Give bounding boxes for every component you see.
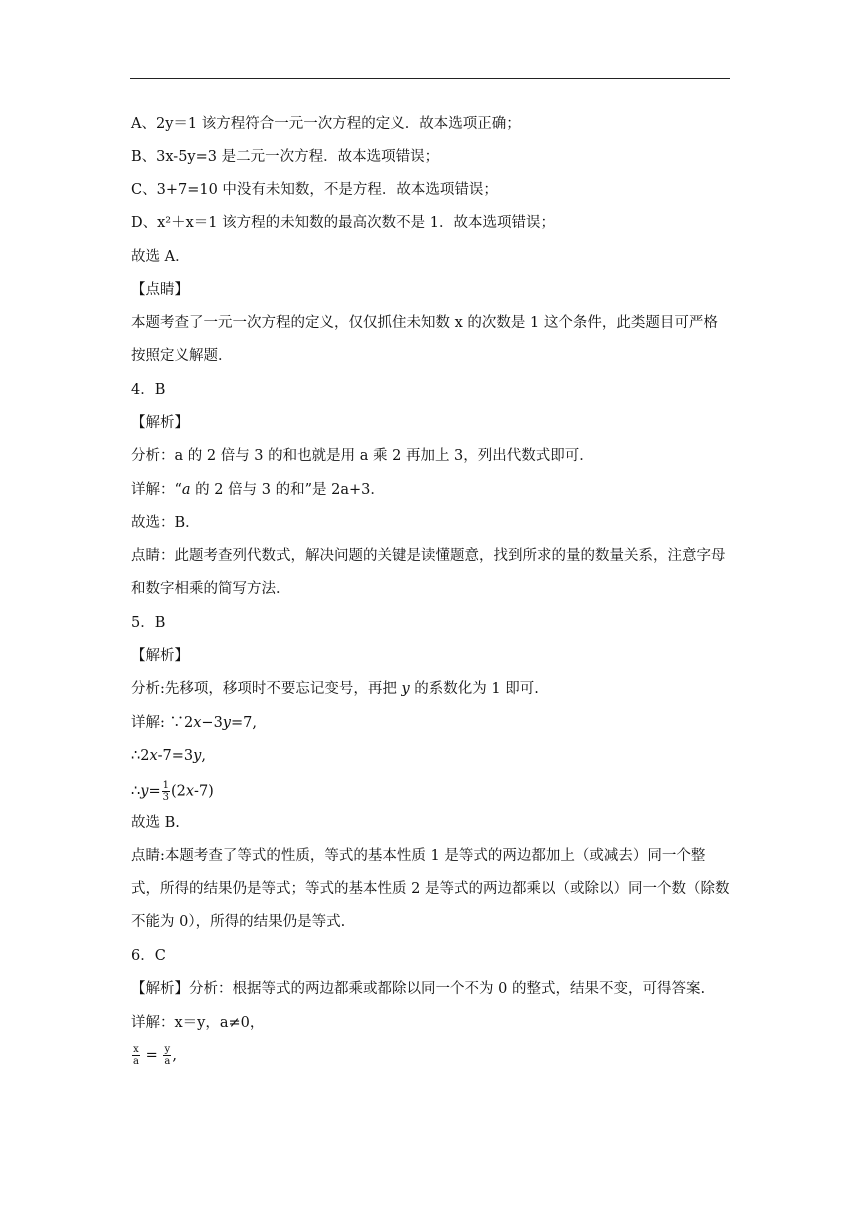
equation-line: ∴y= $\frac{1}{3}$ (2x-7): [131, 780, 214, 803]
option-b-line: B、3x-5y=3 是二元一次方程．故本选项错误；: [131, 149, 440, 165]
comment-paragraph: 本题考查了一元一次方程的定义，仅仅抓住未知数 x 的次数是 1 这个条件，此类题目可严格按照定义解题．: [131, 315, 718, 364]
analysis-heading: 【解析】: [131, 648, 189, 664]
fraction: $\frac{1}{3}$: [162, 780, 169, 803]
header-rule: [130, 78, 730, 79]
fraction-equation: $\frac{x}{a}$ = $\frac{y}{a}$ ,: [133, 1044, 177, 1067]
option-a-line: A、2y＝1 该方程符合一元一次方程的定义．故本选项正确；: [131, 116, 521, 132]
analysis-heading: 【解析】: [131, 415, 189, 431]
fraction: $\frac{y}{a}$: [164, 1044, 171, 1067]
choice-line: 故选 B.: [131, 815, 180, 831]
analysis-line: 【解析】分析：根据等式的两边都乘或都除以同一个不为 0 的整式，结果不变，可得答案.: [131, 981, 706, 997]
analysis-line: 分析:先移项，移项时不要忘记变号，再把 y 的系数化为 1 即可.: [131, 681, 539, 697]
equation-line: ∴2x-7=3y,: [131, 748, 206, 764]
detail-line: 详解：“a 的 2 倍与 3 的和”是 2a+3．: [131, 482, 385, 498]
note-paragraph: 点睛：此题考查列代数式，解决问题的关键是读懂题意，找到所求的量的数量关系，注意字母和数字相乘的简写方法．: [131, 548, 726, 597]
note-paragraph: 点睛:本题考查了等式的性质，等式的基本性质 1 是等式的两边都加上（或减去）同一个整式，所得的结果仍是等式；等式的基本性质 2 是等式的两边都乘以（或除以）同一个数（除数不能为 0），所得的结果仍是等式.: [131, 848, 730, 930]
option-c-line: C、3+7=10 中没有未知数，不是方程．故本选项错误；: [131, 182, 498, 198]
choice-line: 故选：B．: [131, 515, 200, 531]
comment-heading: 【点睛】: [131, 282, 189, 298]
detail-line: 详解：x＝y，a≠0，: [131, 1015, 265, 1031]
question-6-answer: 6．C: [131, 948, 166, 964]
question-5-answer: 5．B: [131, 615, 166, 631]
option-d-line: D、x²＋x＝1 该方程的未知数的最高次数不是 1．故本选项错误；: [131, 215, 555, 231]
fraction: $\frac{x}{a}$: [133, 1044, 139, 1067]
answer-line: 故选 A．: [131, 249, 190, 265]
question-4-answer: 4．B: [131, 382, 166, 398]
equation-line: 详解: ∵2x−3y=7,: [131, 715, 257, 731]
analysis-line: 分析：a 的 2 倍与 3 的和也就是用 a 乘 2 再加上 3，列出代数式即可．: [131, 448, 594, 464]
